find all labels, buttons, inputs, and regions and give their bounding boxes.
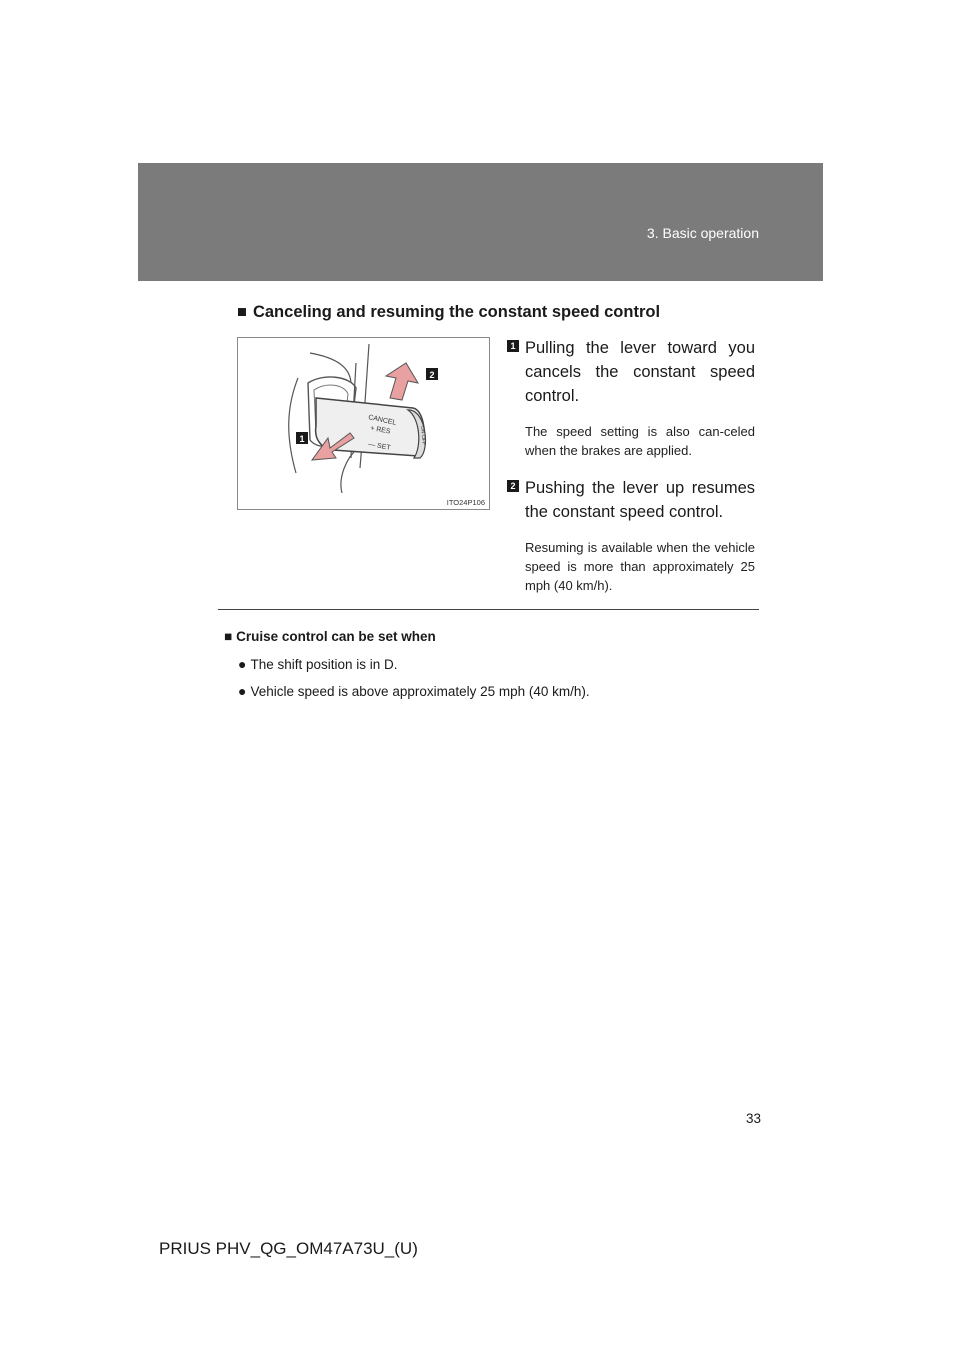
lever-cancel-label: CANCEL bbox=[367, 414, 397, 427]
bullet-dot-icon: ● bbox=[238, 683, 247, 699]
lever-res-label: + RES bbox=[369, 425, 391, 436]
info-bullet-2-text: Vehicle speed is above approximately 25 mph (40 km/h). bbox=[250, 684, 590, 699]
step-1-note: The speed setting is also can-celed when the brakes are applied. bbox=[525, 424, 755, 458]
info-title bbox=[224, 629, 436, 644]
page-number: 33 bbox=[746, 1111, 762, 1126]
section-divider bbox=[218, 609, 759, 610]
step-2-number: 2 bbox=[507, 480, 519, 492]
chapter-header-band bbox=[138, 163, 823, 281]
step-2-note: Resuming is available when the vehicle speed is more than approximately 25 mph (40 km/h). bbox=[525, 540, 755, 593]
step-2-text: Pushing the lever up resumes the constant speed control. bbox=[525, 479, 755, 521]
square-bullet-icon: ■ bbox=[237, 303, 247, 321]
chapter-label: 3. Basic operation bbox=[646, 225, 759, 241]
step-1-number: 1 bbox=[507, 340, 519, 352]
lever-set-label: — SET bbox=[367, 441, 392, 452]
lever-drawing bbox=[238, 338, 489, 509]
callout-2-number: 2 bbox=[429, 370, 435, 380]
step-2 bbox=[507, 476, 755, 595]
info-bullet-1 bbox=[238, 656, 398, 672]
section-heading bbox=[237, 303, 660, 322]
callout-1-number: 1 bbox=[299, 434, 305, 444]
step-1 bbox=[507, 336, 755, 460]
document-id: PRIUS PHV_QG_OM47A73U_(U) bbox=[159, 1239, 418, 1258]
push-up-arrow bbox=[386, 363, 418, 400]
cruise-lever-illustration bbox=[237, 337, 490, 510]
lever-onoff-label: ON-OFF bbox=[419, 425, 427, 446]
info-title-text: Cruise control can be set when bbox=[236, 629, 436, 644]
info-bullet-1-text: The shift position is in D. bbox=[250, 657, 398, 672]
figure-code: ITO24P106 bbox=[446, 498, 485, 507]
info-bullet-2 bbox=[238, 683, 590, 699]
bullet-dot-icon: ● bbox=[238, 656, 247, 672]
section-heading-text: Canceling and resuming the constant speed control bbox=[252, 303, 661, 321]
step-1-text: Pulling the lever toward you cancels the constant speed control. bbox=[525, 339, 755, 405]
square-bullet-icon: ■ bbox=[224, 629, 233, 644]
